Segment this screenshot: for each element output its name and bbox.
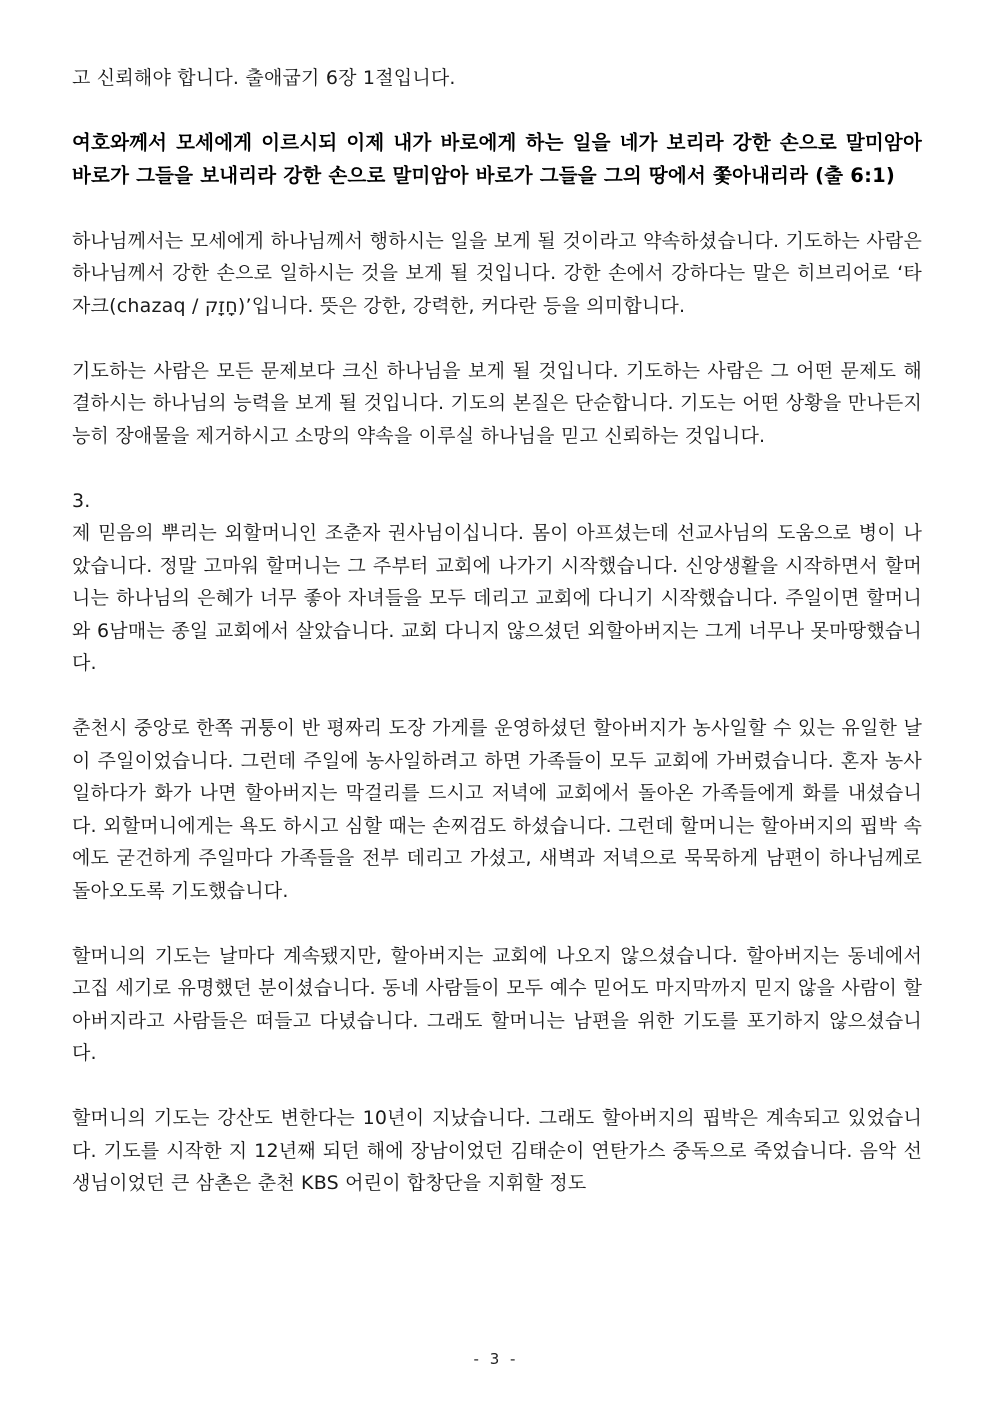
paragraph-prayer-essence: 기도하는 사람은 모든 문제보다 크신 하나님을 보게 될 것입니다. 기도하는 사람은 그 어떤 문제도 해결하시는 하나님의 능력을 보게 될 것입니다. 기도의 본질은 단순합니다. 기도는 어떤 상황을 만나든지 능히 장애물을 제거하시고 소망의 약속을 이루실 하나님을 믿고 신뢰하는 것입니다. (72, 359, 922, 447)
paragraph-grandmother: 제 믿음의 뿌리는 외할머니인 조춘자 권사님이십니다. 몸이 아프셨는데 선교사님의 도움으로 병이 나았습니다. 정말 고마워 할머니는 그 주부터 교회에 나가기 시작했습니다. 신앙생활을 시작하면서 할머니는 하나님의 은혜가 너무 좋아 자녀들을 모두 데리고 교회에 다니기 시작했습니다. 주일이면 할머니와 6남매는 종일 교회에서 살았습니다. 교회 다니지 않으셨던 외할아버지는 그게 너무나 못마땅했습니다. (72, 522, 922, 674)
page-number: - 3 - (473, 1350, 519, 1368)
paragraph-ten-years: 할머니의 기도는 강산도 변한다는 10년이 지났습니다. 그래도 할아버지의 핍박은 계속되고 있었습니다. 기도를 시작한 지 12년째 되던 해에 장남이었던 김태순이 연탄가스 중독으로 죽었습니다. 음악 선생님이었던 큰 삼촌은 춘천 KBS 어린이 합창단을 지휘할 정도 (72, 1107, 922, 1194)
document-body (72, 62, 922, 1232)
section-number: 3. (72, 489, 91, 512)
paragraph-persistent-prayer: 할머니의 기도는 날마다 계속됐지만, 할아버지는 교회에 나오지 않으셨습니다. 할아버지는 동네에서 고집 세기로 유명했던 분이셨습니다. 동네 사람들이 모두 예수 믿어도 마지막까지 믿지 않을 사람이 할아버지라고 사람들은 떠들고 다녔습니다. 그래도 할머니는 남편을 위한 기도를 포기하지 않으셨습니다. (72, 944, 922, 1064)
paragraph-intro: 고 신뢰해야 합니다. 출애굽기 6장 1절입니다. (72, 67, 456, 89)
paragraph-grandfather-shop: 춘천시 중앙로 한쪽 귀퉁이 반 평짜리 도장 가게를 운영하셨던 할아버지가 농사일할 수 있는 유일한 날이 주일이었습니다. 그런데 주일에 농사일하려고 하면 가족들이 모두 교회에 가버렸습니다. 혼자 농사일하다가 화가 나면 할아버지는 막걸리를 드시고 저녁에 교회에서 돌아온 가족들에게 화를 내셨습니다. 외할머니에게는 욕도 하시고 심할 때는 손찌검도 하셨습니다. 그런데 할머니는 할아버지의 핍박 속에도 굳건하게 주일마다 가족들을 전부 데리고 가셨고, 새벽과 저녁으로 묵묵하게 남편이 하나님께로 돌아오도록 기도했습니다. (72, 717, 922, 902)
scripture-verse: 여호와께서 모세에게 이르시되 이제 내가 바로에게 하는 일을 네가 보리라 강한 손으로 말미암아 바로가 그들을 보내리라 강한 손으로 말미암아 바로가 그들을 그의 땅에서 쫓아내리라 (출 6:1) (72, 131, 922, 187)
paragraph-promise: 하나님께서는 모세에게 하나님께서 행하시는 일을 보게 될 것이라고 약속하셨습니다. 기도하는 사람은 하나님께서 강한 손으로 일하시는 것을 보게 될 것입니다. 강한 손에서 강하다는 말은 히브리어로 ‘타자크(chazaq / חָזָק)’입니다. 뜻은 강한, 강력한, 커다란 등을 의미합니다. (72, 229, 922, 317)
